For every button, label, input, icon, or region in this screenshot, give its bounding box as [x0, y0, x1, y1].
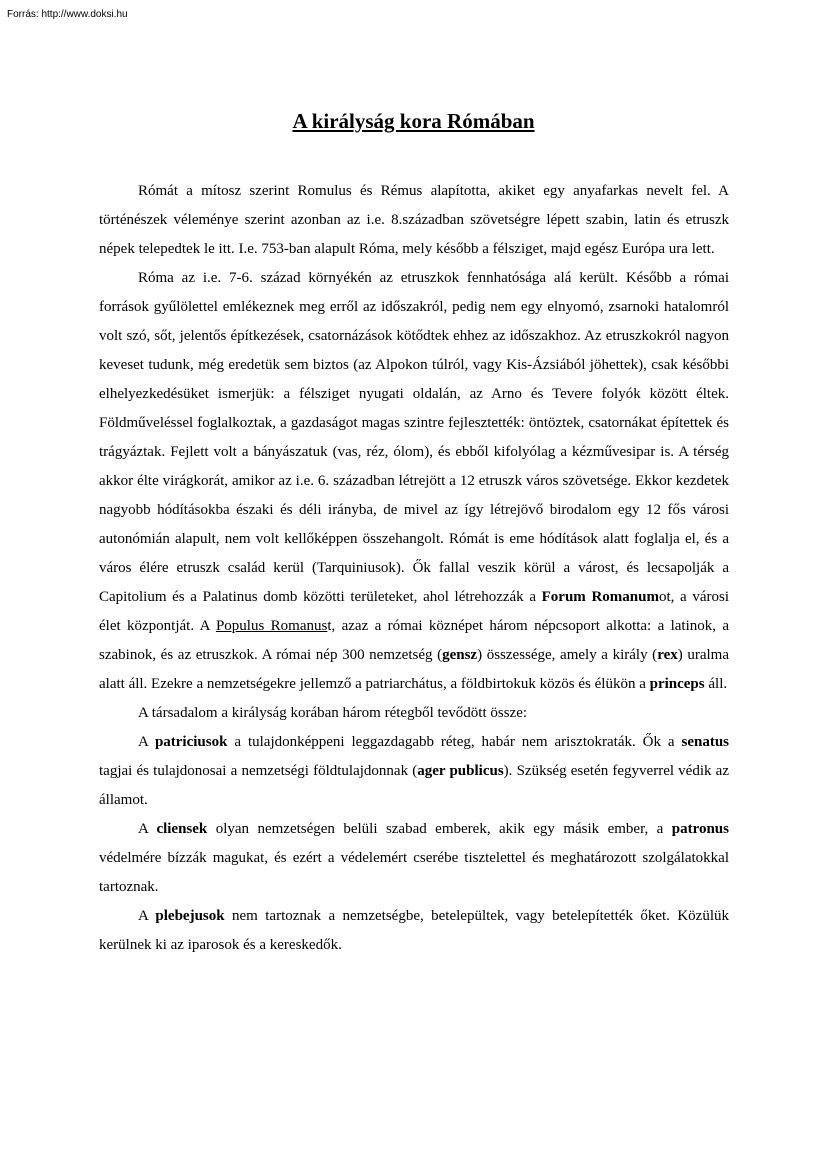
paragraph-founding: Rómát a mítosz szerint Romulus és Rémus alapította, akiket egy anyafarkas nevelt fel. A történészek véleménye szerint azonban az i.e. 8.században szövetségre lépett szabin, latin és etruszk népek telepedtek le itt. I.e. 753-ban alapult Róma, mely később a félsziget, majd egész Európa ura lett.	[99, 183, 729, 257]
term-plebejusok: plebejusok	[155, 908, 225, 924]
paragraph-clients	[99, 815, 729, 902]
text-run: A	[138, 734, 155, 750]
document-body	[99, 177, 729, 960]
text-run: tagjai és tulajdonosai a nemzetségi földtulajdonnak (	[99, 763, 418, 779]
paragraph-society-intro: A társadalom a királyság korában három rétegből tevődött össze:	[138, 705, 528, 721]
text-run: olyan nemzetségen belüli szabad emberek, akik egy másik ember, a	[207, 821, 672, 837]
term-forum-romanum: Forum Romanum	[541, 589, 659, 605]
text-run: a tulajdonképpeni leggazdagabb réteg, habár nem arisztokraták. Ők a	[227, 734, 682, 750]
text-run: A	[138, 821, 157, 837]
text-run: ) összessége, amely a király (	[477, 647, 658, 663]
term-ager-publicus: ager publicus	[417, 763, 504, 779]
term-senatus: senatus	[681, 734, 729, 750]
paragraph-etruscans	[99, 264, 729, 699]
text-run: ). Szükség esetén fegyverrel védik az államot.	[99, 763, 729, 808]
text-run: t, azaz a római köznépet három népcsoport alkotta: a latinok, a szabinok, és az etruszkok. A római nép 300 nemzetség (	[99, 618, 730, 663]
paragraph-patricians	[99, 728, 729, 815]
source-header: Forrás: http://www.doksi.hu	[7, 9, 128, 20]
text-run: ) uralma alatt áll. Ezekre a nemzetségekre jellemző a patriarchátus, a földbirtokuk közös és élükön a	[99, 647, 729, 692]
term-gensz: gensz	[442, 647, 478, 663]
term-patronus: patronus	[671, 821, 729, 837]
term-populus-romanus: Populus Romanus	[215, 618, 328, 634]
text-run: védelmére bízzák magukat, és ezért a védelemért cserébe tisztelettel és meghatározott szolgálatokkal tartoznak.	[99, 850, 729, 895]
page-title: A királyság kora Rómában	[292, 109, 535, 133]
paragraph-plebeians	[99, 902, 729, 960]
term-princeps: princeps	[649, 676, 705, 692]
term-patriciusok: patriciusok	[154, 734, 228, 750]
text-run: áll.	[704, 676, 728, 692]
term-cliensek: cliensek	[156, 821, 208, 837]
text-run: nem tartoznak a nemzetségbe, betelepültek, vagy betelepítették őket. Közülük kerülnek ki az iparosok és a kereskedők.	[99, 908, 729, 953]
text-run: Róma az i.e. 7-6. század környékén az etruszkok fennhatósága alá került. Később a római források gyűlölettel emlékeznek meg erről az időszakról, pedig nem egy elnyomó, zsarnoki hatalomról volt szó, sőt, jelentős építkezések, csatornázások kötődtek ehhez az időszakhoz. Az etruszkokról nagyon keveset tudunk, még eredetük sem biztos (az Alpokon túlról, vagy Kis-Ázsiából jöhettek), csak későbbi elhelyezkedésüket ismerjük: a félsziget nyugati oldalán, az Arno és Tevere folyók között éltek. Földműveléssel foglalkoztak, a gazdaságot magas szintre fejlesztették: öntöztek, csatornákat építettek és trágyáztak. Fejlett volt a bányászatuk (vas, réz, ólom), és ebből kifolyólag a kézművesipar is. A térség akkor élte virágkorát, amikor az i.e. 6. században létrejött a 12 etruszk város szövetsége. Ekkor kezdetek nagyobb hódításokba északi és déli irányba, de mivel az így létrejövő birodalom egy 12 fős városi autonómián alapult, nem volt kellőképpen összehangolt. Rómát is eme hódítások alatt foglalja el, és a város élére etruszk család kerül (Tarquiniusok). Ők fallal veszik körül a várost, és lecsapolják a Capitolium és a Palatinus domb közötti területeket, ahol létrehozzák a	[99, 270, 729, 605]
term-rex: rex	[657, 647, 678, 663]
text-run: ot, a városi élet központját. A	[99, 589, 730, 634]
text-run: A	[138, 908, 156, 924]
